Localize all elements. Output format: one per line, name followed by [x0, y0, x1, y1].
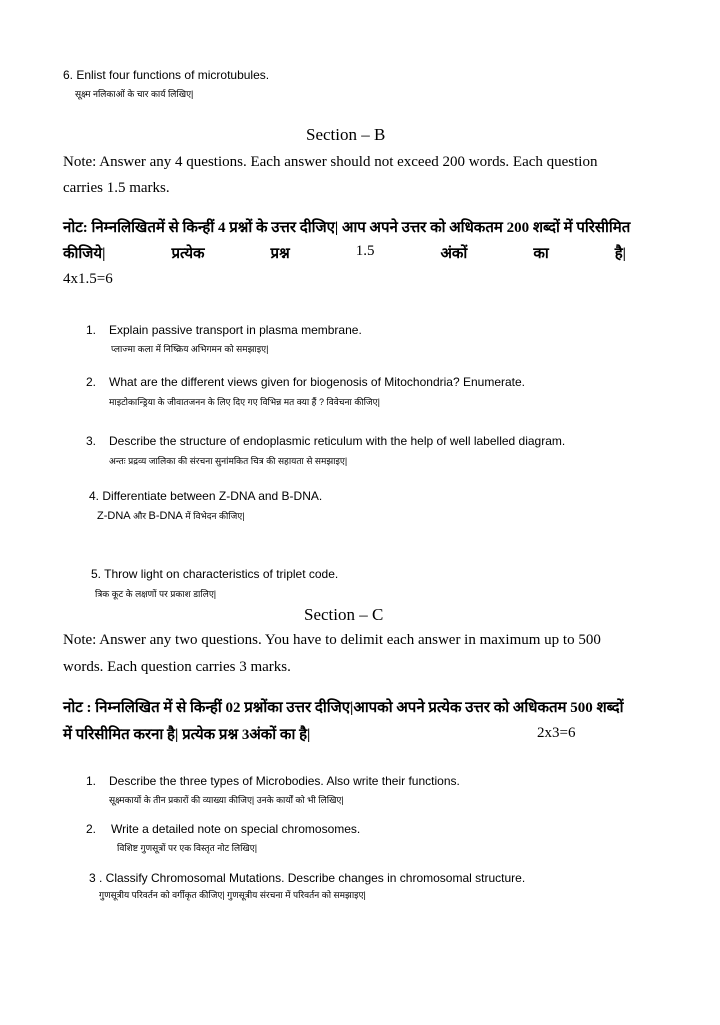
section-b-marks: 4x1.5=6	[63, 271, 113, 287]
hindi-word: का	[533, 246, 549, 262]
hindi-word: है|	[614, 246, 626, 262]
hindi-text: में विभेदन कीजिए|	[182, 511, 245, 521]
z-dna-label: Z-DNA	[97, 510, 131, 522]
hindi-word: प्रश्न	[270, 246, 290, 262]
section-b-q5-english: 5. Throw light on characteristics of triplet code.	[91, 567, 339, 581]
section-c-hindi-line1: नोट : निम्नलिखित में से किन्हीं 02 प्रश्नोंका उत्तर दीजिए|आपको अपने प्रत्येक उत्तर को अधिकतम 500 शब्दों	[63, 700, 624, 716]
section-b-q2-hindi: माइटोकान्ड्रिया के जीवातजनन के लिए दिए गए विभिन्न मत क्या हैं ? विवेचना कीजिए|	[109, 397, 380, 407]
section-b-q1-hindi: प्लाज्मा कला में निष्क्रिय अभिगमन को समझाइए|	[111, 344, 269, 354]
section-b-q4-english: 4. Differentiate between Z-DNA and B-DNA.	[89, 489, 323, 503]
section-c-q2-english: Write a detailed note on special chromosomes.	[111, 822, 361, 836]
section-c-hindi-line2: में परिसीमित करना है| प्रत्येक प्रश्न 3अंकों का है|	[63, 727, 311, 743]
section-c-q1-hindi: सूक्ष्मकायों के तीन प्रकारों की व्याख्या कीजिए| उनके कार्यों को भी लिखिए|	[109, 795, 344, 805]
section-b-q4-hindi	[97, 509, 245, 522]
section-c-title: Section – C	[304, 605, 384, 624]
hindi-word: 1.5	[355, 243, 375, 259]
hindi-conjunction: और	[130, 511, 149, 521]
hindi-word: कीजिये|	[63, 246, 106, 262]
section-b-note-line1: Note: Answer any 4 questions. Each answer should not exceed 200 words. Each question	[63, 154, 598, 170]
section-c-q1-number: 1.	[86, 774, 97, 788]
section-b-q3-english: Describe the structure of endoplasmic reticulum with the help of well labelled diagram.	[109, 434, 566, 448]
section-c-q1-english: Describe the three types of Microbodies. Also write their functions.	[109, 774, 460, 788]
section-c-q3-hindi: गुणसूत्रीय परिवर्तन को वर्गीकृत कीजिए| गुणसूत्रीय संरचना में परिवर्तन को समझाइए|	[99, 890, 366, 900]
section-b-hindi-line2	[63, 243, 626, 263]
section-c-note-line1: Note: Answer any two questions. You have to delimit each answer in maximum up to 500	[63, 632, 601, 648]
section-c-q3-english: 3 . Classify Chromosomal Mutations. Describe changes in chromosomal structure.	[89, 871, 526, 885]
section-b-q3-hindi: अन्तः प्रद्रव्य जालिका की संरचना सुनांमकित चित्र की सहायता से समझाइए|	[109, 456, 348, 466]
question-6-english: 6. Enlist four functions of microtubules.	[63, 68, 270, 82]
hindi-word: अंकों	[440, 246, 468, 262]
section-b-note-line2: carries 1.5 marks.	[63, 180, 170, 196]
section-c-q2-number: 2.	[86, 822, 97, 836]
question-6-hindi: सूक्ष्म नलिकाओं के चार कार्य लिखिए|	[75, 89, 194, 99]
section-b-title: Section – B	[306, 125, 386, 144]
b-dna-label: B-DNA	[148, 510, 183, 522]
section-b-hindi-line1: नोट: निम्नलिखितमें से किन्हीं 4 प्रश्नों के उत्तर दीजिए| आप अपने उत्तर को अधिकतम 200 शब्दों में परिसीमित	[63, 220, 631, 236]
section-c-q2-hindi: विशिष्ट गुणसूत्रों पर एक विस्तृत नोट लिखिए|	[117, 843, 258, 853]
section-b-q5-hindi: त्रिक कूट के लक्षणों पर प्रकाश डालिए|	[95, 589, 217, 599]
section-b-q2-english: What are the different views given for biogenosis of Mitochondria? Enumerate.	[109, 375, 526, 389]
section-c-marks: 2x3=6	[537, 725, 576, 741]
section-b-q1-number: 1.	[86, 323, 97, 337]
hindi-word: प्रत्येक	[171, 246, 205, 262]
section-c-note-line2: words. Each question carries 3 marks.	[63, 659, 291, 675]
section-b-q3-number: 3.	[86, 434, 97, 448]
section-b-q1-english: Explain passive transport in plasma membrane.	[109, 323, 362, 337]
section-b-q2-number: 2.	[86, 375, 97, 389]
